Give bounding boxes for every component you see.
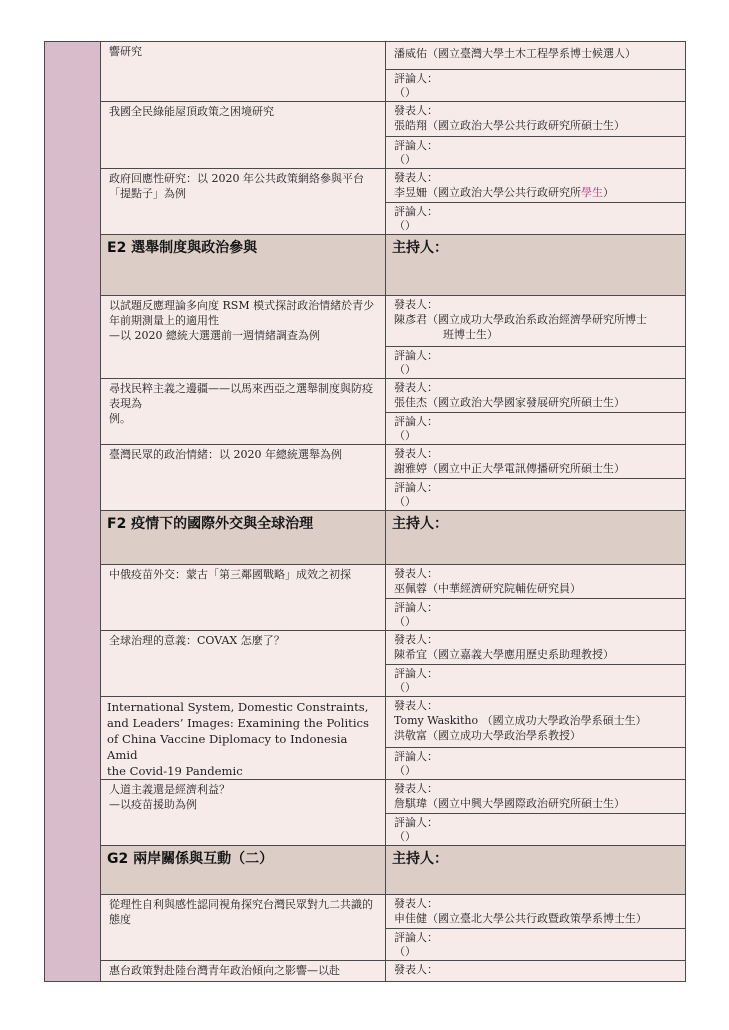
session-host: 主持人： xyxy=(386,235,686,296)
reviewer-cell: 評論人： （） xyxy=(386,599,686,631)
reviewer-cell: 評論人： （） xyxy=(386,929,686,961)
agenda-table xyxy=(44,41,685,982)
highlighted-text: 學生 xyxy=(581,186,603,199)
reviewer-cell: 評論人： （） xyxy=(386,814,686,846)
reviewer-cell: 評論人： （） xyxy=(386,347,686,379)
reviewer-cell: 評論人： （） xyxy=(386,665,686,697)
session-title: G2 兩岸關係與互動（二） xyxy=(101,846,386,895)
paper-topic: 惠台政策對赴陸台灣青年政治傾向之影響—以赴 xyxy=(101,961,386,982)
presenter-cell: 發表人： 謝雅婷（國立中正大學電訊傳播研究所碩士生） xyxy=(386,445,686,479)
presenter-cell: 發表人： xyxy=(386,961,686,982)
paper-topic: 政府回應性研究：以 2020 年公共政策網絡參與平台「提點子」為例 xyxy=(101,169,386,235)
reviewer-cell: 評論人： （） xyxy=(386,479,686,511)
presenter-cell: 發表人： 張佳杰（國立政治大學國家發展研究所碩士生） xyxy=(386,379,686,413)
paper-topic: 響研究 xyxy=(101,42,386,102)
presenter-cell: 發表人： Tomy Waskitho （國立成功大學政治學系碩士生） 洪敬富（國立成功大學政治學系教授） xyxy=(386,697,686,748)
reviewer-cell: 評論人： （） xyxy=(386,747,686,779)
paper-topic: 中俄疫苗外交：蒙古「第三鄰國戰略」成效之初探 xyxy=(101,565,386,631)
presenter-cell: 潘威佑（國立臺灣大學土木工程學系博士候選人） xyxy=(386,42,686,70)
presenter-cell: 發表人： 申佳健（國立臺北大學公共行政暨政策學系博士生） xyxy=(386,895,686,929)
paper-topic: 人道主義還是經濟利益？ —以疫苗援助為例 xyxy=(101,780,386,846)
paper-topic: 從理性自利與感性認同視角探究台灣民眾對九二共識的態度 xyxy=(101,895,386,961)
session-title: E2 選舉制度與政治參與 xyxy=(101,235,386,296)
paper-topic: 全球治理的意義：COVAX 怎麼了？ xyxy=(101,631,386,697)
time-column xyxy=(45,42,101,982)
presenter-cell: 發表人： 張皓翔（國立政治大學公共行政研究所碩士生） xyxy=(386,102,686,137)
paper-topic: 臺灣民眾的政治情緒：以 2020 年總統選舉為例 xyxy=(101,445,386,511)
presenter-cell: 發表人： 陳彥君（國立成功大學政治系政治經濟學研究所博士 班博士生） xyxy=(386,296,686,347)
reviewer-cell: 評論人： （） xyxy=(386,203,686,235)
reviewer-cell: 評論人： （） xyxy=(386,137,686,169)
presenter-cell: 發表人： 李昱姍（國立政治大學公共行政研究所學生） xyxy=(386,169,686,203)
paper-topic: 我國全民綠能屋頂政策之困境研究 xyxy=(101,102,386,169)
session-title: F2 疫情下的國際外交與全球治理 xyxy=(101,511,386,565)
session-host: 主持人： xyxy=(386,511,686,565)
paper-topic: 尋找民粹主義之邊疆——以馬來西亞之選舉制度與防疫表現為 例。 xyxy=(101,379,386,445)
reviewer-cell: 評論人： （） xyxy=(386,413,686,445)
presenter-cell: 發表人： 陳希宜（國立嘉義大學應用歷史系助理教授） xyxy=(386,631,686,665)
session-host: 主持人： xyxy=(386,846,686,895)
presenter-cell: 發表人： 巫佩蓉（中華經濟研究院輔佐研究員） xyxy=(386,565,686,599)
presenter-cell: 發表人： 詹騏瑋（國立中興大學國際政治研究所碩士生） xyxy=(386,780,686,814)
reviewer-cell: 評論人： （） xyxy=(386,70,686,102)
paper-topic: 以試題反應理論多向度 RSM 模式探討政治情緒於青少年前期測量上的適用性 —以 2020 總統大選選前一週情緒調查為例 xyxy=(101,296,386,379)
paper-topic: International System, Domestic Constraints, and Leaders’ Images: Examining the Politics of China Vaccine Diplomacy to Indonesia Amid the Covid-19 Pandemic xyxy=(101,697,386,780)
